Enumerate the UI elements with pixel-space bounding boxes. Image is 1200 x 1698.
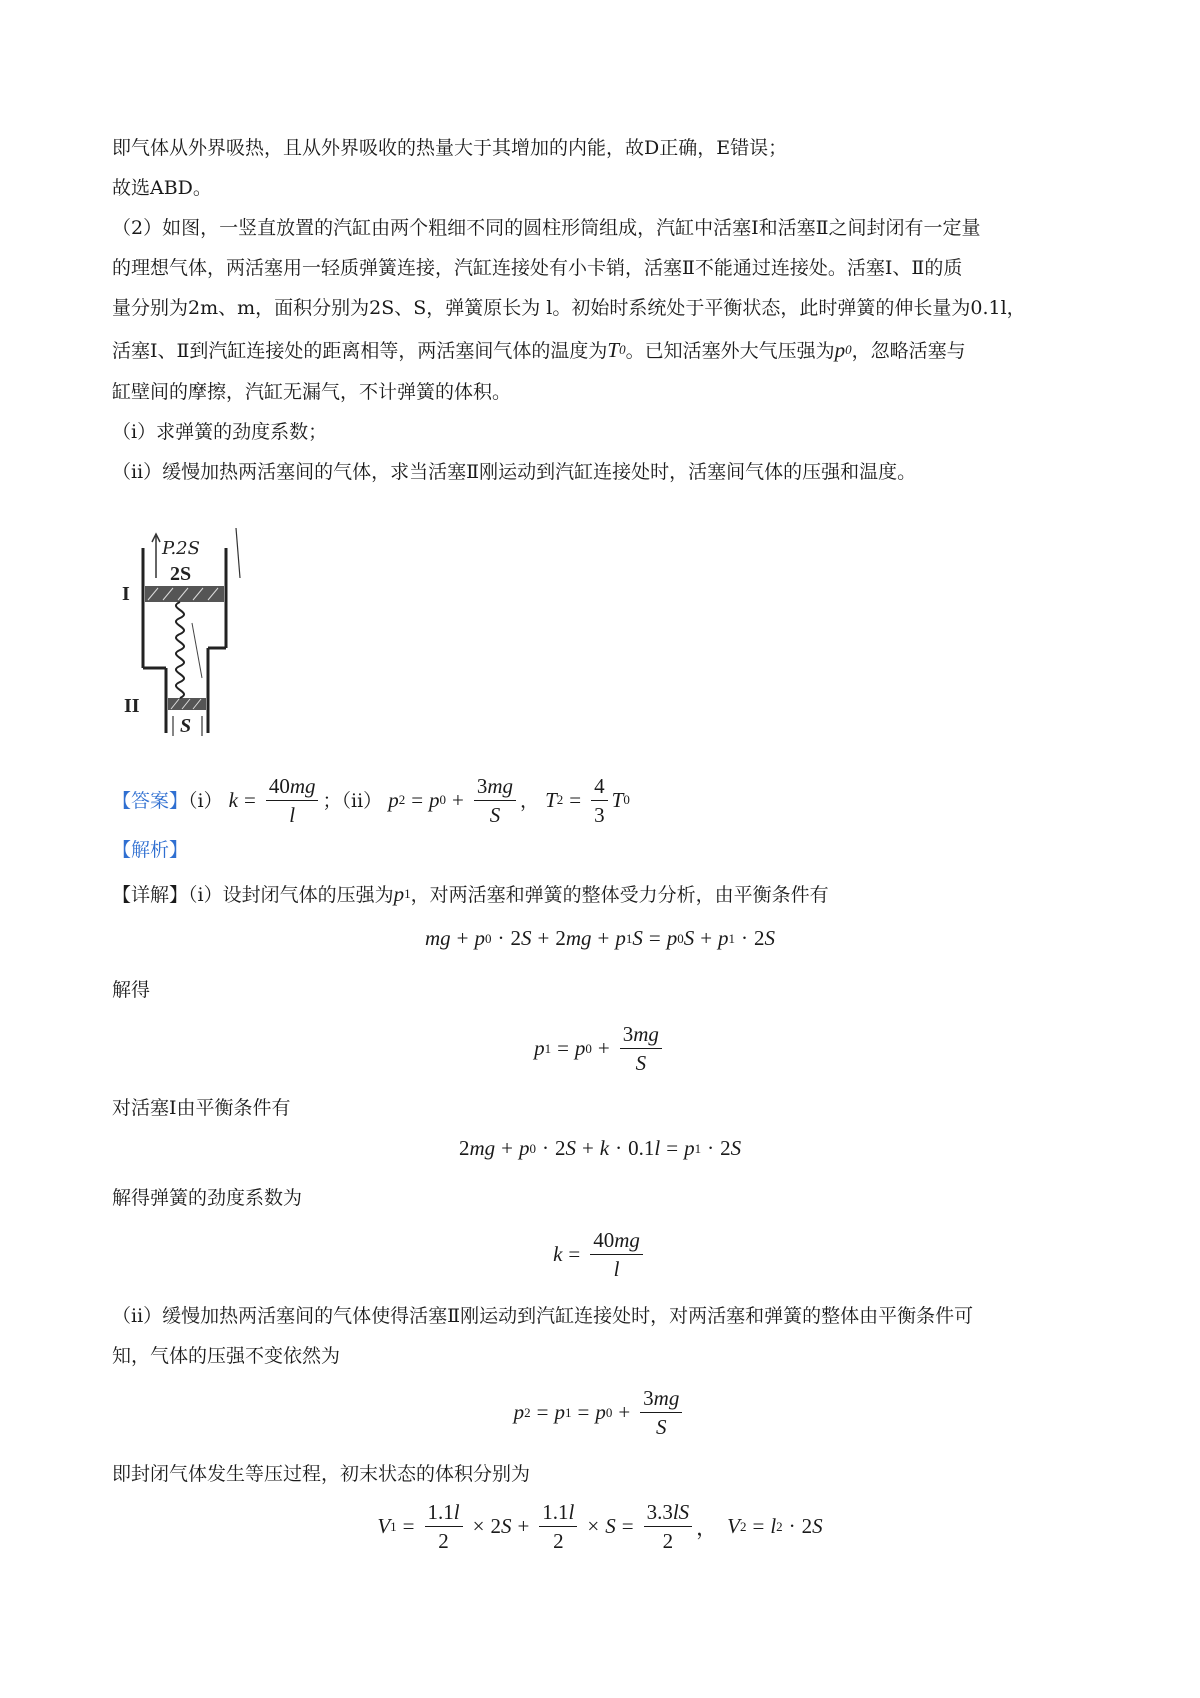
figure-label-top: P.2S bbox=[162, 538, 200, 559]
equation-6: V 1 = $\frac{1.1l}{2}$ × 2 S + $\frac{1.1l}{2}$ × S = $\frac{3.3lS}{2}$ ， V 2 = l 2 · 2 S bbox=[377, 1500, 823, 1553]
figure-label-2s: 2S bbox=[170, 563, 192, 585]
cylinder-piston-figure bbox=[118, 528, 268, 738]
question-2: （ⅱ）缓慢加热两活塞间的气体，求当活塞Ⅱ刚运动到汽缸连接处时，活塞间气体的压强和温度。 bbox=[112, 461, 917, 483]
answer-line: 【答案】（ⅰ） k = $\frac{40mg}{l}$ ；（ⅱ） p 2 = p 0 + $\frac{3mg}{S}$ ， T 2 = $\frac{4}{3}$ T 0 bbox=[112, 773, 630, 827]
part2-line-2: 知，气体的压强不变依然为 bbox=[112, 1345, 341, 1367]
spring bbox=[176, 602, 184, 698]
piston1-line: 对活塞Ⅰ由平衡条件有 bbox=[112, 1097, 291, 1119]
solve-line-1: 解得 bbox=[112, 979, 151, 1001]
figure-label-piston2: II bbox=[124, 695, 140, 717]
text-line-2: 故选ABD。 bbox=[112, 177, 212, 199]
problem-line-2: 的理想气体，两活塞用一轻质弹簧连接，汽缸连接处有小卡销，活塞Ⅱ不能通过连接处。活塞Ⅰ、Ⅱ的质 bbox=[112, 257, 963, 279]
equation-3: 2 mg + p 0 · 2 S + k · 0.1 l = p 1 · 2 S bbox=[458, 1136, 742, 1160]
figure-label-s: S bbox=[180, 715, 192, 737]
question-1: （ⅰ）求弹簧的劲度系数； bbox=[112, 421, 328, 443]
detail-line: 【详解】（ⅰ）设封闭气体的压强为 p 1 ，对两活塞和弹簧的整体受力分析，由平衡条件有 bbox=[112, 882, 829, 906]
equation-5: p 2 = p 1 = p 0 + $\frac{3mg}{S}$ bbox=[0, 1386, 1200, 1439]
isobaric-line: 即封闭气体发生等压过程，初末状态的体积分别为 bbox=[112, 1463, 531, 1485]
solve-k-line: 解得弹簧的劲度系数为 bbox=[112, 1187, 303, 1209]
equation-1: mg + p 0 · 2 S + 2 mg + p 1 S = p 0 S + p 1 · 2 S bbox=[424, 926, 776, 950]
equation-4: k = $\frac{40mg}{l}$ bbox=[0, 1228, 1200, 1281]
problem-line-3: 量分别为2m、m，面积分别为2S、S，弹簧原长为 l。初始时系统处于平衡状态，此时弹簧的伸长量为0.1l， bbox=[112, 297, 1026, 319]
analysis-tag: 【解析】 bbox=[112, 839, 189, 861]
problem-line-4: 活塞Ⅰ、Ⅱ到汽缸连接处的距离相等，两活塞间气体的温度为T 0 。已知活塞外大气压强为p 0 ，忽略活塞与 bbox=[112, 338, 966, 362]
piston-1 bbox=[145, 586, 224, 602]
equation-2: p 1 = p 0 + $\frac{3mg}{S}$ bbox=[0, 1022, 1200, 1075]
answer-tag: 【答案】 bbox=[112, 790, 189, 812]
problem-line-1: （2）如图，一竖直放置的汽缸由两个粗细不同的圆柱形筒组成，汽缸中活塞Ⅰ和活塞Ⅱ之间封闭有一定量 bbox=[112, 217, 981, 239]
problem-line-5: 缸壁间的摩擦，汽缸无漏气，不计弹簧的体积。 bbox=[112, 381, 512, 403]
figure-label-piston1: I bbox=[122, 583, 130, 605]
part2-line-1: （ⅱ）缓慢加热两活塞间的气体使得活塞Ⅱ刚运动到汽缸连接处时，对两活塞和弹簧的整体由平衡条件可 bbox=[112, 1305, 974, 1327]
text-line-1: 即气体从外界吸热，且从外界吸收的热量大于其增加的内能，故D正确，E错误； bbox=[112, 137, 788, 159]
